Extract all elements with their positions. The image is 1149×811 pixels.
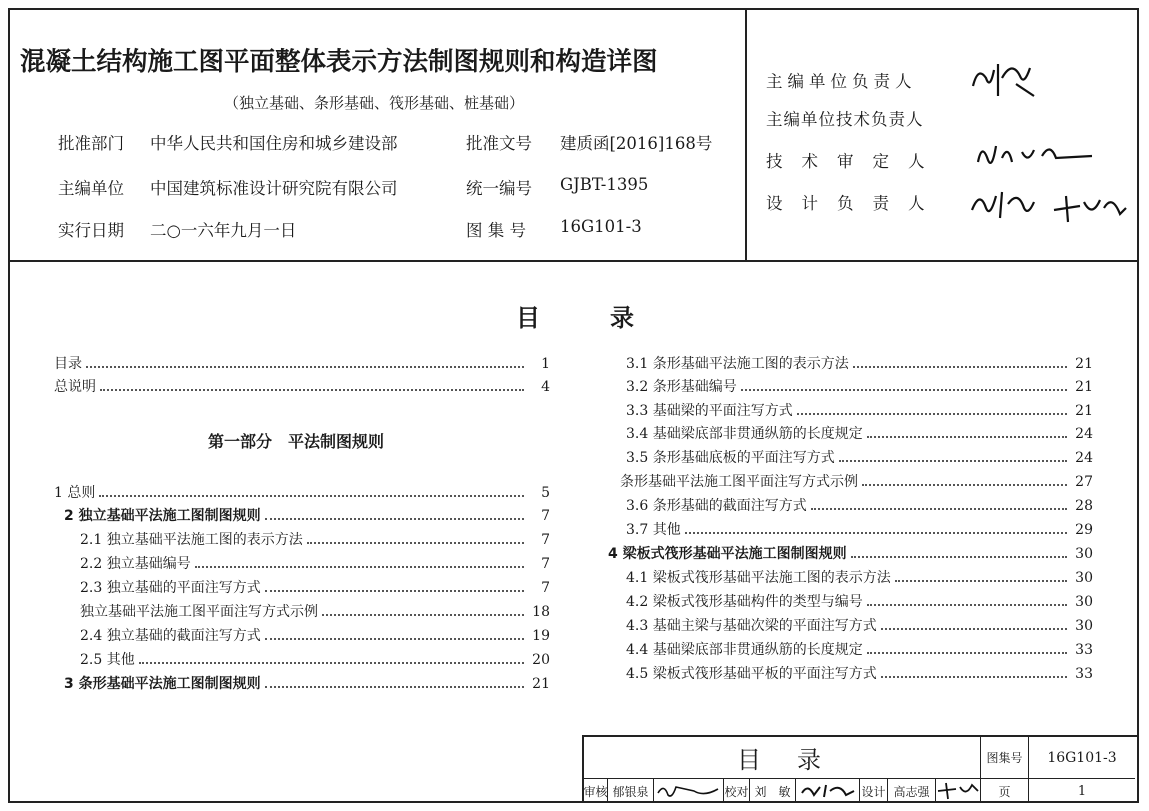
toc-entry[interactable]: 4.3 基础主梁与基础次梁的平面注写方式 30 xyxy=(626,618,1093,634)
toc-entry[interactable]: 2.4 独立基础的截面注写方式 19 xyxy=(80,628,550,644)
toc-entry[interactable]: 2.3 独立基础的平面注写方式 7 xyxy=(80,580,550,596)
design-label: 设计 xyxy=(860,779,888,803)
responsible-tech: 主编单位技术负责人 xyxy=(766,110,924,129)
meta-value: GJBT-1395 xyxy=(560,175,649,194)
part-one-heading: 第一部分 平法制图规则 xyxy=(208,432,385,451)
toc-entry[interactable]: 3 条形基础平法施工图制图规则 21 xyxy=(64,676,550,692)
toc-entry[interactable]: 3.4 基础梁底部非贯通纵筋的长度规定 24 xyxy=(626,426,1093,442)
toc-entry[interactable]: 3.3 基础梁的平面注写方式 21 xyxy=(626,403,1093,419)
toc-title-right: 录 xyxy=(610,304,634,332)
toc-entry[interactable]: 4.2 梁板式筏形基础构件的类型与编号 30 xyxy=(626,594,1093,610)
toc-entry[interactable]: 2.5 其他 20 xyxy=(80,652,550,668)
drawing-sheet xyxy=(8,8,1139,803)
title-block xyxy=(582,735,1137,803)
meta-label: 图 集 号 xyxy=(466,221,526,240)
check-label: 校对 xyxy=(724,779,750,803)
signature-design-2 xyxy=(1050,188,1130,228)
meta-value: 二○一六年九月一日 xyxy=(150,221,297,240)
toc-entry[interactable]: 3.5 条形基础底板的平面注写方式 24 xyxy=(626,450,1093,466)
toc-entry[interactable]: 1 总则 5 xyxy=(54,485,550,501)
review-name: 郁银泉 xyxy=(608,779,654,803)
toc-entry[interactable]: 4 梁板式筏形基础平法施工图制图规则 30 xyxy=(608,546,1093,562)
signature-design-1 xyxy=(968,184,1038,224)
design-signature xyxy=(936,779,981,803)
meta-label: 主编单位 xyxy=(58,179,124,198)
toc-entry[interactable]: 目录 1 xyxy=(54,356,550,372)
toc-title-left: 目 xyxy=(516,304,540,332)
meta-value: 中国建筑标准设计研究院有限公司 xyxy=(150,179,398,198)
toc-entry[interactable]: 3.1 条形基础平法施工图的表示方法 21 xyxy=(626,356,1093,372)
signature-tech xyxy=(972,134,1102,174)
toc-entry[interactable]: 3.2 条形基础编号 21 xyxy=(626,379,1093,395)
atlas-value: 16G101-3 xyxy=(1029,737,1135,779)
toc-entry[interactable]: 3.7 其他 29 xyxy=(626,522,1093,538)
responsible-chief: 主编单位负责人 xyxy=(766,72,917,91)
document-title: 混凝土结构施工图平面整体表示方法制图规则和构造详图 xyxy=(20,47,658,77)
toc-entry[interactable]: 4.1 梁板式筏形基础平法施工图的表示方法 30 xyxy=(626,570,1093,586)
sheet-header xyxy=(10,10,1137,262)
toc-entry[interactable]: 2.1 独立基础平法施工图的表示方法 7 xyxy=(80,532,550,548)
atlas-label: 图集号 xyxy=(981,737,1029,779)
toc-entry[interactable]: 独立基础平法施工图平面注写方式示例 18 xyxy=(80,604,550,620)
review-label: 审核 xyxy=(584,779,608,803)
toc-entry[interactable]: 4.5 梁板式筏形基础平板的平面注写方式 33 xyxy=(626,666,1093,682)
meta-value: 16G101-3 xyxy=(560,217,642,236)
review-signature xyxy=(654,779,724,803)
document-subtitle: （独立基础、条形基础、筏形基础、桩基础） xyxy=(224,94,525,112)
toc-entry[interactable]: 总说明 4 xyxy=(54,379,550,395)
check-signature xyxy=(796,779,860,803)
meta-label: 批准文号 xyxy=(466,134,532,153)
page-label: 页 xyxy=(981,779,1029,803)
signature-chief xyxy=(968,56,1048,100)
meta-label: 统一编号 xyxy=(466,179,532,198)
toc-entry[interactable]: 条形基础平法施工图平面注写方式示例 27 xyxy=(620,474,1093,490)
title-block-heading: 目 录 xyxy=(584,737,981,779)
meta-value: 中华人民共和国住房和城乡建设部 xyxy=(150,134,398,153)
meta-label: 批准部门 xyxy=(58,134,124,153)
meta-value: 建质函[2016]168号 xyxy=(560,134,713,153)
meta-label: 实行日期 xyxy=(58,221,124,240)
toc-entry[interactable]: 4.4 基础梁底部非贯通纵筋的长度规定 33 xyxy=(626,642,1093,658)
header-left-panel xyxy=(10,10,747,260)
toc-entry[interactable]: 2.2 独立基础编号 7 xyxy=(80,556,550,572)
toc-entry[interactable]: 3.6 条形基础的截面注写方式 28 xyxy=(626,498,1093,514)
responsible-review: 技术审定人 xyxy=(766,152,944,171)
toc-entry[interactable]: 2 独立基础平法施工图制图规则 7 xyxy=(64,508,550,524)
check-name: 刘 敏 xyxy=(750,779,796,803)
page-value: 1 xyxy=(1077,783,1087,799)
design-name: 高志强 xyxy=(888,779,936,803)
responsible-design: 设计负责人 xyxy=(766,194,944,213)
